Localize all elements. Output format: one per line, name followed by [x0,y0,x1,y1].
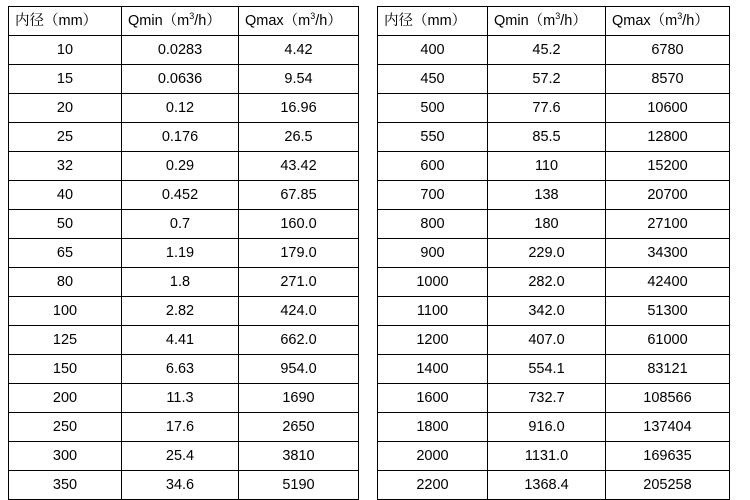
cell-qmin: 1.19 [122,239,239,268]
header-text-qmin: $Qmin(m^3/h)$ [494,11,587,29]
table-row [9,36,359,65]
table-row [9,442,359,471]
cell-inner-diameter: 1100 [378,297,488,326]
cell-qmin: 0.0283 [122,36,239,65]
cell-inner-diameter: 100 [9,297,122,326]
table-row [9,471,359,500]
cell-qmin: 17.6 [122,413,239,442]
cell-inner-diameter: 550 [378,123,488,152]
cell-qmin: 1131.0 [488,442,606,471]
table-header-row [378,7,730,36]
cell-qmax: 12800 [606,123,730,152]
cell-qmin: 0.29 [122,152,239,181]
column-header-qmin [122,7,239,36]
cell-qmax: 424.0 [239,297,359,326]
cell-inner-diameter: 600 [378,152,488,181]
cell-inner-diameter: 150 [9,355,122,384]
table-row [378,65,730,94]
cell-inner-diameter: 20 [9,94,122,123]
header-text-qmax: $Qmax(m^3/h)$ [245,11,342,29]
cell-inner-diameter: 1800 [378,413,488,442]
cell-qmin: 0.7 [122,210,239,239]
cell-qmin: 2.82 [122,297,239,326]
cell-qmin: 229.0 [488,239,606,268]
cell-qmax: 9.54 [239,65,359,94]
cell-inner-diameter: 450 [378,65,488,94]
cell-qmin: 85.5 [488,123,606,152]
table-row [378,239,730,268]
cell-inner-diameter: 65 [9,239,122,268]
cell-qmin: 554.1 [488,355,606,384]
table-row [378,36,730,65]
cell-inner-diameter: 10 [9,36,122,65]
cell-qmax: 954.0 [239,355,359,384]
cell-inner-diameter: 2200 [378,471,488,500]
cell-qmax: 169635 [606,442,730,471]
cell-qmax: 10600 [606,94,730,123]
cell-qmax: 26.5 [239,123,359,152]
cell-inner-diameter: 32 [9,152,122,181]
cell-qmax: 4.42 [239,36,359,65]
cell-qmin: 57.2 [488,65,606,94]
cell-inner-diameter: 25 [9,123,122,152]
header-text-qmin: $Qmin(m^3/h)$ [128,11,221,29]
cell-inner-diameter: 700 [378,181,488,210]
column-header-inner-diameter [9,7,122,36]
cell-qmin: 1.8 [122,268,239,297]
table-row [9,123,359,152]
cell-inner-diameter: 900 [378,239,488,268]
table-row [9,413,359,442]
table-row [9,239,359,268]
cell-qmax: 1690 [239,384,359,413]
table-body-right [378,36,730,500]
cell-inner-diameter: 15 [9,65,122,94]
cell-qmax: 179.0 [239,239,359,268]
table-body-left [9,36,359,500]
cell-inner-diameter: 80 [9,268,122,297]
table-row [378,297,730,326]
cell-qmax: 16.96 [239,94,359,123]
cell-inner-diameter: 200 [9,384,122,413]
cell-qmax: 2650 [239,413,359,442]
cell-qmin: 4.41 [122,326,239,355]
cell-qmin: 138 [488,181,606,210]
cell-qmin: 0.176 [122,123,239,152]
cell-qmax: 205258 [606,471,730,500]
cell-qmax: 6780 [606,36,730,65]
cell-inner-diameter: 125 [9,326,122,355]
cell-qmax: 15200 [606,152,730,181]
table-row [378,442,730,471]
cell-qmax: 5190 [239,471,359,500]
header-text-qmax: $Qmax(m^3/h)$ [612,11,709,29]
cell-inner-diameter: 1600 [378,384,488,413]
cell-qmax: 61000 [606,326,730,355]
table-row [378,471,730,500]
cell-qmax: 3810 [239,442,359,471]
table-row [378,413,730,442]
cell-qmin: 407.0 [488,326,606,355]
cell-inner-diameter: 500 [378,94,488,123]
table-row [9,355,359,384]
cell-qmin: 34.6 [122,471,239,500]
cell-qmax: 662.0 [239,326,359,355]
cell-qmin: 282.0 [488,268,606,297]
cell-qmin: 732.7 [488,384,606,413]
cell-inner-diameter: 350 [9,471,122,500]
cell-qmin: 110 [488,152,606,181]
table-row [9,65,359,94]
cell-inner-diameter: 300 [9,442,122,471]
flow-table-large-diameters [377,6,730,500]
cell-qmin: 0.0636 [122,65,239,94]
column-header-qmax [239,7,359,36]
cell-qmax: 67.85 [239,181,359,210]
table-row [378,384,730,413]
cell-qmax: 43.42 [239,152,359,181]
table-row [9,268,359,297]
cell-inner-diameter: 250 [9,413,122,442]
cell-qmin: 1368.4 [488,471,606,500]
cell-qmax: 34300 [606,239,730,268]
cell-qmin: 77.6 [488,94,606,123]
cell-qmin: 0.12 [122,94,239,123]
cell-qmax: 137404 [606,413,730,442]
header-text-diameter: 内径（mm） [384,13,467,29]
table-row [378,152,730,181]
cell-qmin: 11.3 [122,384,239,413]
table-row [9,384,359,413]
cell-qmin: 916.0 [488,413,606,442]
table-row [9,181,359,210]
cell-inner-diameter: 1200 [378,326,488,355]
cell-qmax: 83121 [606,355,730,384]
cell-qmax: 8570 [606,65,730,94]
cell-qmin: 180 [488,210,606,239]
table-row [378,268,730,297]
cell-qmax: 160.0 [239,210,359,239]
table-row [378,123,730,152]
table-row [9,326,359,355]
table-header-row [9,7,359,36]
table-row [9,297,359,326]
cell-inner-diameter: 1000 [378,268,488,297]
column-header-qmax [606,7,730,36]
cell-inner-diameter: 800 [378,210,488,239]
cell-qmin: 0.452 [122,181,239,210]
cell-inner-diameter: 1400 [378,355,488,384]
table-row [378,94,730,123]
cell-qmax: 42400 [606,268,730,297]
cell-inner-diameter: 2000 [378,442,488,471]
table-row [9,210,359,239]
table-row [378,326,730,355]
table-row [378,210,730,239]
table-row [9,152,359,181]
cell-inner-diameter: 40 [9,181,122,210]
cell-qmax: 271.0 [239,268,359,297]
cell-qmin: 25.4 [122,442,239,471]
cell-qmax: 20700 [606,181,730,210]
cell-qmin: 45.2 [488,36,606,65]
table-row [378,181,730,210]
flow-table-small-diameters [8,6,359,500]
cell-inner-diameter: 50 [9,210,122,239]
header-text-diameter: 内径（mm） [15,13,98,29]
table-row [9,94,359,123]
cell-inner-diameter: 400 [378,36,488,65]
column-header-qmin [488,7,606,36]
cell-qmin: 6.63 [122,355,239,384]
table-row [378,355,730,384]
cell-qmin: 342.0 [488,297,606,326]
cell-qmax: 51300 [606,297,730,326]
cell-qmax: 108566 [606,384,730,413]
column-header-inner-diameter [378,7,488,36]
cell-qmax: 27100 [606,210,730,239]
